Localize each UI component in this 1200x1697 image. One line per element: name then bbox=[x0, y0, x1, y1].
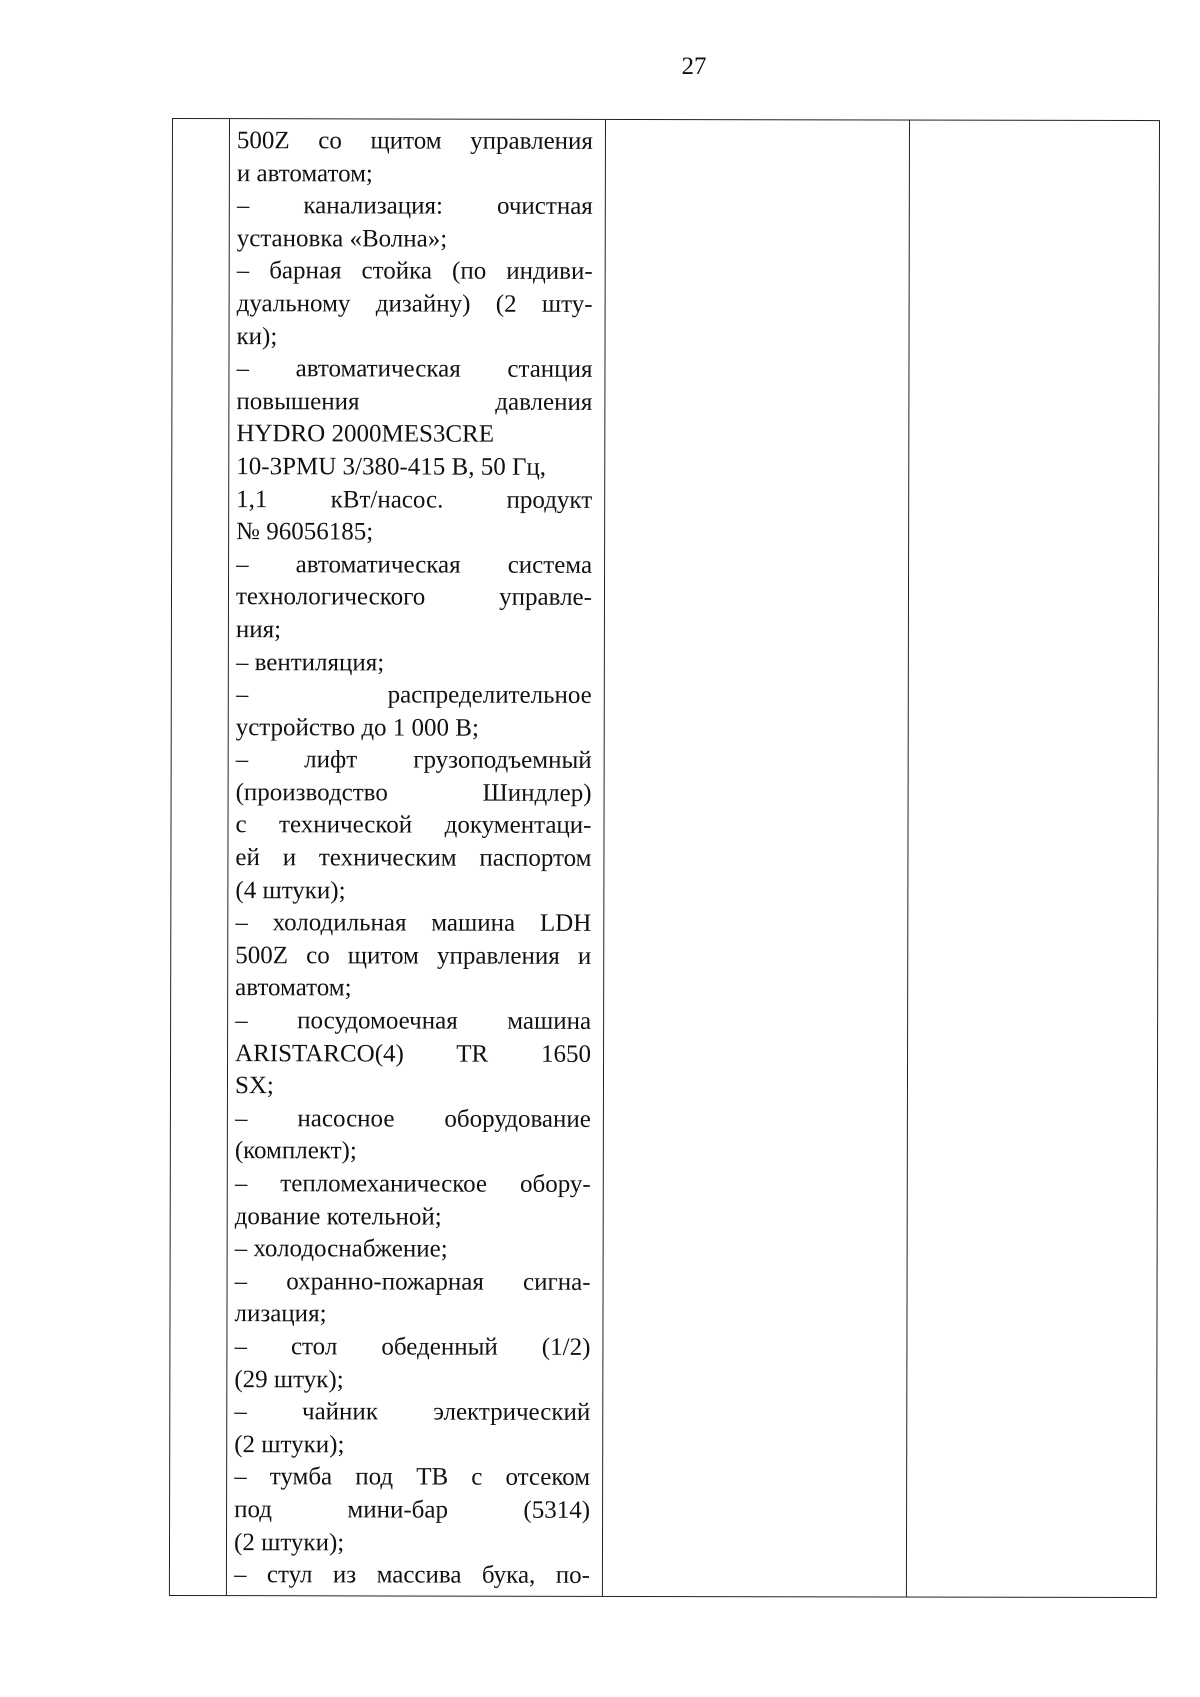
equipment-line: – насосное оборудование bbox=[234, 1104, 591, 1133]
equipment-line: HYDRO 2000MES3CRE bbox=[236, 420, 495, 449]
equipment-line: – автоматическая система bbox=[236, 550, 593, 579]
equipment-line: ния; bbox=[235, 616, 282, 644]
equipment-line: – канализация: очистная bbox=[236, 192, 593, 221]
equipment-line: под мини-бар (5314) bbox=[234, 1496, 591, 1524]
equipment-line: – вентиляция; bbox=[235, 648, 385, 676]
equipment-line: 10-3PMU 3/380-415 В, 50 Гц, bbox=[236, 453, 547, 481]
equipment-line: (29 штук); bbox=[234, 1365, 344, 1393]
equipment-line: – стул из массива бука, по- bbox=[233, 1561, 590, 1590]
table-column-divider bbox=[226, 119, 230, 1595]
equipment-line: № 96056185; bbox=[236, 518, 374, 546]
equipment-line: и автоматом; bbox=[236, 159, 373, 188]
equipment-line: повышения давления bbox=[236, 387, 593, 416]
equipment-line: – посудомоечная машина bbox=[235, 1007, 592, 1035]
equipment-line: с технической документаци- bbox=[235, 811, 592, 840]
equipment-line: (4 штуки); bbox=[235, 876, 346, 905]
equipment-line: – распределительное bbox=[235, 681, 592, 709]
equipment-line: устройство до 1 000 В; bbox=[235, 713, 479, 742]
equipment-line: автоматом; bbox=[235, 974, 352, 1002]
equipment-line: SX; bbox=[234, 1072, 274, 1100]
equipment-line: – лифт грузоподъемный bbox=[235, 746, 592, 775]
equipment-line: ей и техническим паспортом bbox=[235, 844, 592, 872]
table-column-divider bbox=[602, 120, 606, 1596]
equipment-line: (комплект); bbox=[234, 1137, 357, 1165]
equipment-line: – холодильная машина LDH bbox=[235, 909, 592, 938]
equipment-line: установка «Волна»; bbox=[236, 224, 448, 253]
table-column-divider bbox=[906, 121, 910, 1597]
equipment-line: технологического управле- bbox=[235, 583, 593, 612]
equipment-line: (2 штуки); bbox=[234, 1430, 345, 1459]
document-table bbox=[169, 118, 1160, 1598]
equipment-line: – стол обеденный (1/2) bbox=[234, 1333, 591, 1361]
equipment-line: дуальному дизайну) (2 шту- bbox=[236, 290, 593, 318]
equipment-line: ки); bbox=[236, 322, 278, 350]
equipment-line: 500Z со щитом управления bbox=[236, 127, 593, 155]
equipment-line: ARISTARCO(4) TR 1650 bbox=[235, 1039, 592, 1068]
equipment-line: 500Z со щитом управления и bbox=[235, 941, 592, 970]
equipment-line: – автоматическая станция bbox=[236, 355, 593, 384]
equipment-list-cell bbox=[234, 125, 593, 1592]
equipment-line: (производство Шиндлер) bbox=[235, 779, 592, 807]
equipment-line: – тумба под ТВ с отсеком bbox=[234, 1463, 591, 1492]
equipment-line: – охранно-пожарная сигна- bbox=[234, 1267, 591, 1296]
equipment-line: – тепломеханическое обору- bbox=[234, 1170, 591, 1198]
equipment-line: лизация; bbox=[234, 1300, 327, 1328]
equipment-line: 1,1 кВт/насос. продукт bbox=[236, 485, 593, 514]
page-number: 27 bbox=[681, 53, 707, 80]
equipment-line: – холодоснабжение; bbox=[234, 1235, 448, 1263]
equipment-line: дование котельной; bbox=[234, 1202, 442, 1231]
equipment-line: (2 штуки); bbox=[233, 1528, 345, 1556]
equipment-line: – барная стойка (по индиви- bbox=[236, 257, 593, 286]
equipment-line: – чайник электрический bbox=[234, 1398, 591, 1427]
